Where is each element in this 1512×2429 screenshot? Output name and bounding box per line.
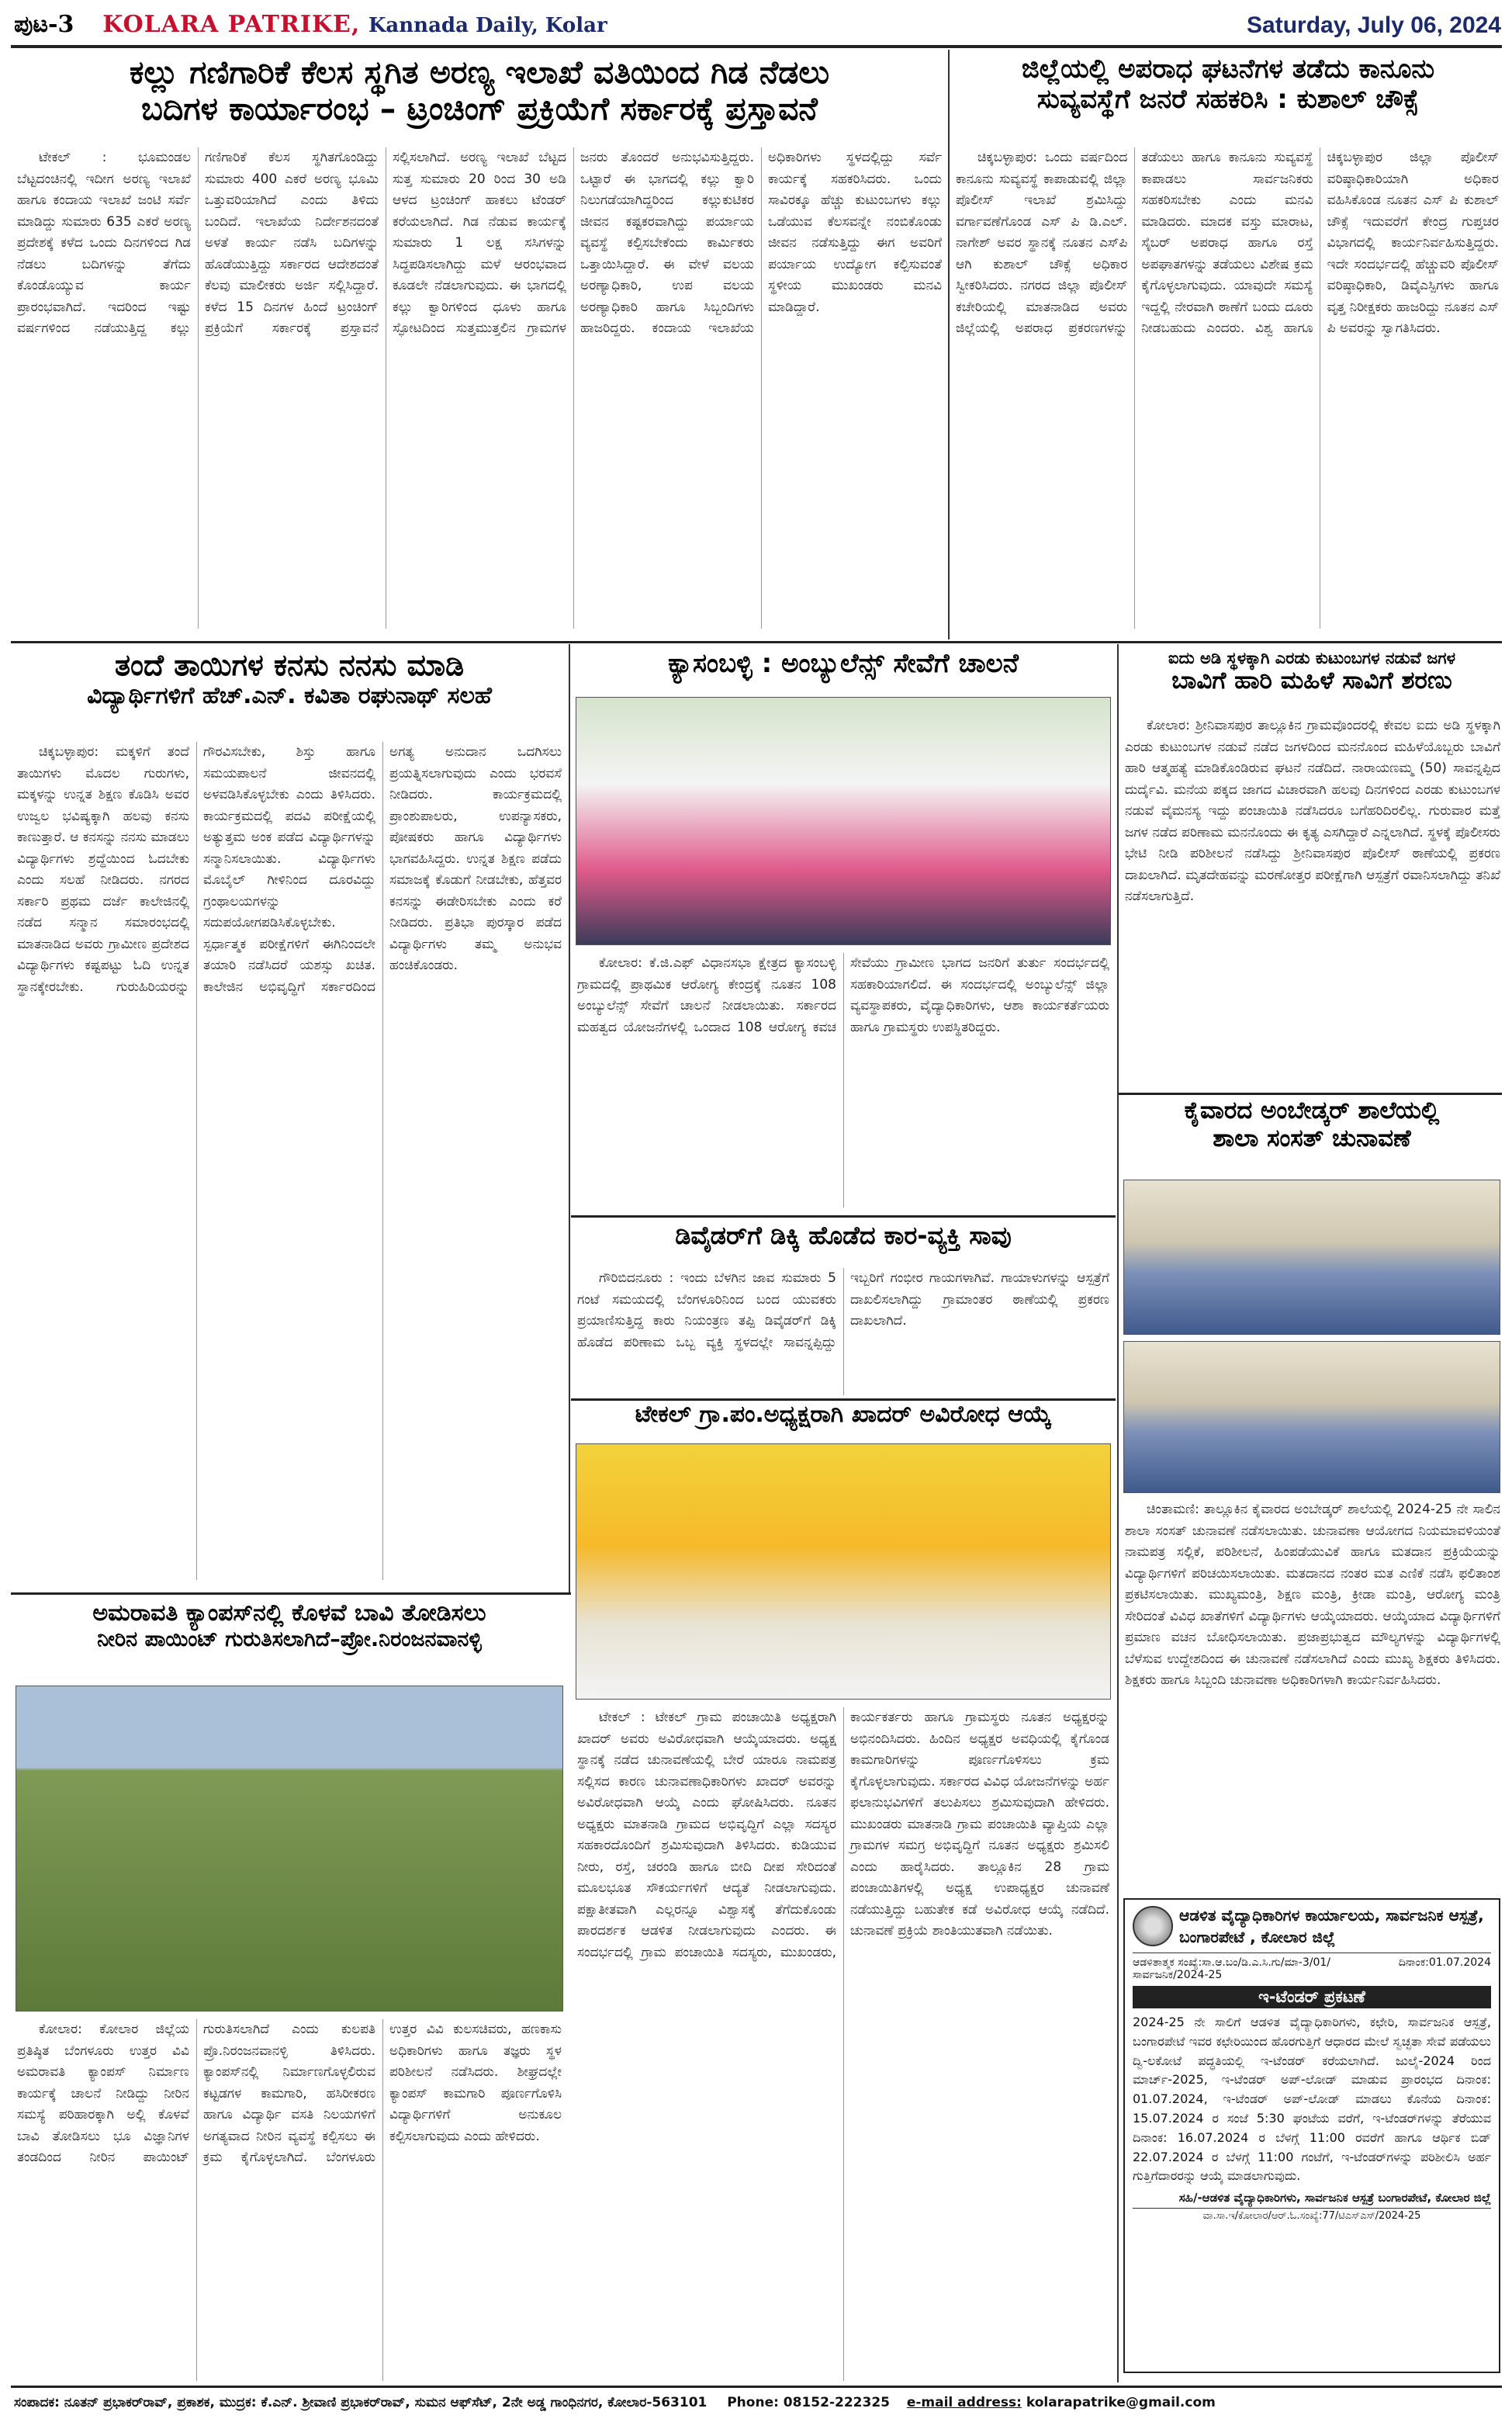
imprint-email-link[interactable]: kolarapatrike@gmail.com bbox=[1026, 2395, 1216, 2410]
article-2-headline: ಜಿಲ್ಲೆಯಲ್ಲಿ ಅಪರಾಧ ಘಟನೆಗಳ ತಡೆದು ಕಾನೂನು ಸುವ್ಯವಸ್ಥೆಗೆ ಜನರೆ ಸಹಕರಿಸಿ : ಕುಶಾಲ್ ಚೌಕ್ಸೆ bbox=[1021, 54, 1435, 116]
tender-notice bbox=[1123, 1898, 1500, 2373]
article-9-body: ಕೋಲಾರ: ಕೋಲಾರ ಜಿಲ್ಲೆಯ ಪ್ರತಿಷ್ಠಿತ ಬೆಂಗಳೂರು ಉತ್ತರ ವಿವಿ ಅಮರಾವತಿ ಕ್ಯಾಂಪಸ್ ನಿರ್ಮಾಣ ಕಾರ್ಯಕ್ಕೆ ಚಾಲನೆ ನೀಡಿದ್ದು ನೀರಿನ ಸಮಸ್ಯೆ ಪರಿಹಾರಕ್ಕಾಗಿ ಅಲ್ಲಿ ಕೊಳವೆ ಬಾವಿ ತೋಡಿಸಲು ಭೂ ವಿಜ್ಞಾನಿಗಳ ತಂಡದಿಂದ ನೀರಿನ ಪಾಯಿಂಟ್ ಗುರುತಿಸಲಾಗಿದೆ ಎಂದು ಕುಲಪತಿ ಪ್ರೊ.ನಿರಂಜನವಾನಳ್ಳಿ ತಿಳಿಸಿದರು. ಕ್ಯಾಂಪಸ್‌ನಲ್ಲಿ ನಿರ್ಮಾಣಗೊಳ್ಳಲಿರುವ ಕಟ್ಟಡಗಳ ಕಾಮಗಾರಿ, ಹಸಿರೀಕರಣ ಹಾಗೂ ವಿದ್ಯಾರ್ಥಿ ವಸತಿ ನಿಲಯಗಳಿಗೆ ಅಗತ್ಯವಾದ ನೀರಿನ ವ್ಯವಸ್ಥೆ ಕಲ್ಪಿಸಲು ಈ ಕ್ರಮ ಕೈಗೊಳ್ಳಲಾಗಿದೆ. ಬೆಂಗಳೂರು ಉತ್ತರ ವಿವಿ ಕುಲಸಚಿವರು, ಹಣಕಾಸು ಅಧಿಕಾರಿಗಳು ಹಾಗೂ ತಜ್ಞರು ಸ್ಥಳ ಪರಿಶೀಲನೆ ನಡೆಸಿದರು. ಶೀಘ್ರದಲ್ಲೇ ಕ್ಯಾಂಪಸ್ ಕಾಮಗಾರಿ ಪೂರ್ಣಗೊಳಿಸಿ ವಿದ್ಯಾರ್ಥಿಗಳಿಗೆ ಅನುಕೂಲ ಕಲ್ಪಿಸಲಾಗುವುದು ಎಂದು ಹೇಳಿದರು. bbox=[17, 2022, 562, 2166]
imprint-phone: Phone: 08152-222325 bbox=[727, 2395, 890, 2410]
paper-subtitle: Kannada Daily, Kolar bbox=[368, 14, 607, 37]
article-2-body: ಚಿಕ್ಕಬಳ್ಳಾಪುರ: ಒಂದು ವರ್ಷದಿಂದ ಕಾನೂನು ಸುವ್ಯವಸ್ಥೆ ಕಾಪಾಡುವಲ್ಲಿ ಜಿಲ್ಲಾ ಪೊಲೀಸ್ ಇಲಾಖೆ ಶ್ರಮಿಸಿದ್ದು ವರ್ಗಾವಣೆಗೊಂಡ ಎಸ್ ಪಿ ಡಿ.ಎಲ್. ನಾಗೇಶ್ ಅವರ ಸ್ಥಾನಕ್ಕೆ ನೂತನ ಎಸ್‌ಪಿ ಆಗಿ ಕುಶಾಲ್ ಚೌಕ್ಸೆ ಅಧಿಕಾರ ಸ್ವೀಕರಿಸಿದರು. ನಗರದ ಜಿಲ್ಲಾ ಪೊಲೀಸ್ ಕಚೇರಿಯಲ್ಲಿ ಮಾತನಾಡಿದ ಅವರು ಜಿಲ್ಲೆಯಲ್ಲಿ ಅಪರಾಧ ಪ್ರಕರಣಗಳನ್ನು ತಡೆಯಲು ಹಾಗೂ ಕಾನೂನು ಸುವ್ಯವಸ್ಥೆ ಕಾಪಾಡಲು ಸಾರ್ವಜನಿಕರು ಸಹಕರಿಸಬೇಕು ಎಂದು ಮನವಿ ಮಾಡಿದರು. ಮಾದಕ ವಸ್ತು ಮಾರಾಟ, ಸೈಬರ್ ಅಪರಾಧ ಹಾಗೂ ರಸ್ತೆ ಅಪಘಾತಗಳನ್ನು ತಡೆಯಲು ವಿಶೇಷ ಕ್ರಮ ಕೈಗೊಳ್ಳಲಾಗುವುದು. ಯಾವುದೇ ಸಮಸ್ಯೆ ಇದ್ದಲ್ಲಿ ನೇರವಾಗಿ ಠಾಣೆಗೆ ಬಂದು ದೂರು ನೀಡಬಹುದು ಎಂದರು. ವಿಶ್ವ ಹಾಗೂ ಚಿಕ್ಕಬಳ್ಳಾಪುರ ಜಿಲ್ಲಾ ಪೊಲೀಸ್ ವರಿಷ್ಠಾಧಿಕಾರಿಯಾಗಿ ಅಧಿಕಾರ ವಹಿಸಿಕೊಂಡ ನೂತನ ಎಸ್ ಪಿ ಕುಶಾಲ್ ಚೌಕ್ಸೆ ಇದುವರೆಗೆ ಕೇಂದ್ರ ಗುಪ್ತಚರ ವಿಭಾಗದಲ್ಲಿ ಕಾರ್ಯನಿರ್ವಹಿಸುತ್ತಿದ್ದರು. ಇದೇ ಸಂದರ್ಭದಲ್ಲಿ ಹೆಚ್ಚುವರಿ ಪೊಲೀಸ್ ವರಿಷ್ಠಾಧಿಕಾರಿ, ಡಿವೈಎಸ್ಪಿಗಳು ಹಾಗೂ ವೃತ್ತ ನಿರೀಕ್ಷಕರು ಹಾಜರಿದ್ದು ನೂತನ ಎಸ್ ಪಿ ಅವರನ್ನು ಸ್ವಾಗತಿಸಿದರು. bbox=[956, 150, 1499, 337]
page-number: ಪುಟ-3 bbox=[14, 11, 74, 38]
column-divider bbox=[948, 50, 950, 639]
column-divider bbox=[569, 644, 570, 1592]
tender-office: ಆಡಳಿತ ವೈದ್ಯಾಧಿಕಾರಿಗಳ ಕಾರ್ಯಾಲಯ, ಸಾರ್ವಜನಿಕ ಆಸ್ಪತ್ರೆ, ಬಂಗಾರಪೇಟೆ , ಕೋಲಾರ ಜಿಲ್ಲೆ bbox=[1179, 1906, 1484, 1946]
paper-name: KOLARA PATRIKE, bbox=[102, 11, 361, 38]
section-rule bbox=[1119, 1093, 1502, 1095]
emblem-icon bbox=[1133, 1906, 1173, 1946]
ambulance-photo bbox=[576, 697, 1111, 945]
masthead-rule bbox=[11, 45, 1502, 48]
section-rule bbox=[11, 1592, 571, 1595]
article-1-headline: ಕಲ್ಲು ಗಣಿಗಾರಿಕೆ ಕೆಲಸ ಸ್ಥಗಿತ ಅರಣ್ಯ ಇಲಾಖೆ ವತಿಯಿಂದ ಗಿಡ ನೆಡಲು ಬದಿಗಳ ಕಾರ್ಯಾರಂಭ – ಟ್ರಂಚಿಂಗ್ ಪ್ರಕ್ರಿಯೆಗೆ ಸರ್ಕಾರಕ್ಕೆ ಪ್ರಸ್ತಾವನೆ bbox=[130, 54, 829, 128]
tender-date: ದಿನಾಂಕ:01.07.2024 bbox=[1398, 1956, 1491, 1969]
article-3-headline: ತಂದೆ ತಾಯಿಗಳ ಕನಸು ನನಸು ಮಾಡಿ ವಿದ್ಯಾರ್ಥಿಗಳಿಗೆ ಹೆಚ್.ಎನ್. ಕವಿತಾ ರಘುನಾಥ್ ಸಲಹೆ bbox=[87, 649, 492, 709]
article-8-body: ಚಿಂತಾಮಣಿ: ತಾಲ್ಲೂಕಿನ ಕೈವಾರದ ಅಂಬೇಡ್ಕರ್ ಶಾಲೆಯಲ್ಲಿ 2024-25 ನೇ ಸಾಲಿನ ಶಾಲಾ ಸಂಸತ್ ಚುನಾವಣೆ ನಡೆಸಲಾಯಿತು. ಚುನಾವಣಾ ಆಯೋಗದ ನಿಯಮಾವಳಿಯಂತೆ ನಾಮಪತ್ರ ಸಲ್ಲಿಕೆ, ಪರಿಶೀಲನೆ, ಹಿಂಪಡೆಯುವಿಕೆ ಹಾಗೂ ಮತದಾನ ಪ್ರಕ್ರಿಯೆಯನ್ನು ವಿದ್ಯಾರ್ಥಿಗಳಿಗೆ ಪರಿಚಯಿಸಲಾಯಿತು. ಮತದಾನದ ನಂತರ ಮತ ಎಣಿಕೆ ನಡೆಸಿ ಫಲಿತಾಂಶ ಪ್ರಕಟಿಸಲಾಯಿತು. ಮುಖ್ಯಮಂತ್ರಿ, ಶಿಕ್ಷಣ ಮಂತ್ರಿ, ಕ್ರೀಡಾ ಮಂತ್ರಿ, ಆರೋಗ್ಯ ಮಂತ್ರಿ ಸೇರಿದಂತೆ ವಿವಿಧ ಖಾತೆಗಳಿಗೆ ವಿದ್ಯಾರ್ಥಿಗಳು ಆಯ್ಕೆಯಾದರು. ಆಯ್ಕೆಯಾದ ವಿದ್ಯಾರ್ಥಿಗಳಿಗೆ ಪ್ರಮಾಣ ವಚನ ಬೋಧಿಸಲಾಯಿತು. ಪ್ರಜಾಪ್ರಭುತ್ವದ ಮೌಲ್ಯಗಳನ್ನು ವಿದ್ಯಾರ್ಥಿಗಳಲ್ಲಿ ಬೆಳೆಸುವ ಉದ್ದೇಶದಿಂದ ಈ ಚುನಾವಣೆ ನಡೆಸಲಾಗಿದೆ ಎಂದು ಮುಖ್ಯ ಶಿಕ್ಷಕರು ತಿಳಿಸಿದರು. ಶಿಕ್ಷಕರು ಹಾಗೂ ಸಿಬ್ಬಂದಿ ಚುನಾವಣಾ ಅಧಿಕಾರಿಗಳಾಗಿ ಕಾರ್ಯನಿರ್ವಹಿಸಿದರು. bbox=[1125, 1502, 1500, 1689]
school-election-photo-1 bbox=[1123, 1180, 1500, 1335]
section-rule bbox=[571, 1215, 1116, 1218]
tender-body: 2024-25 ನೇ ಸಾಲಿಗೆ ಆಡಳಿತ ವೈದ್ಯಾಧಿಕಾರಿಗಳು, ಕಛೇರಿ, ಸಾರ್ವಜನಿಕ ಆಸ್ಪತ್ರೆ, ಬಂಗಾರಪೇಟೆ ಇವರ ಕಛೇರಿಯಿಂದ ಹೊರಗುತ್ತಿಗೆ ಆಧಾರದ ಮೇಲೆ ಸ್ವಚ್ಛತಾ ಸೇವೆ ಪಡೆಯಲು ದ್ವಿ-ಲಕೋಟೆ ಪದ್ಧತಿಯಲ್ಲಿ ಇ-ಟೆಂಡರ್ ಕರೆಯಲಾಗಿದೆ. ಜುಲೈ-2024 ರಿಂದ ಮಾರ್ಚ್-2025, ಇ-ಟೆಂಡರ್ ಅಪ್-ಲೋಡ್ ಮಾಡುವ ಪ್ರಾರಂಭದ ದಿನಾಂಕ: 01.07.2024, ಇ-ಟೆಂಡರ್ ಅಪ್-ಲೋಡ್ ಮಾಡಲು ಕೊನೆಯ ದಿನಾಂಕ: 15.07.2024 ರ ಸಂಜೆ 5:30 ಘಂಟೆಯ ವರೆಗೆ, ಇ-ಟೆಂಡರ್‌ಗಳನ್ನು ತೆರೆಯುವ ದಿನಾಂಕ: 16.07.2024 ರ ಬೆಳಗ್ಗೆ 11:00 ರವರೆಗೆ ಹಾಗೂ ಆರ್ಥಿಕ ಬಿಡ್ 22.07.2024 ರ ಬೆಳಗ್ಗೆ 11:00 ಗಂಟೆಗೆ, ಇ-ಟೆಂಡರ್‌ಗಳನ್ನು ಪರಿಶೀಲಿಸಿ ಅರ್ಹ ಗುತ್ತಿಗೆದಾರರನ್ನು ಆಯ್ಕೆ ಮಾಡಲಾಗುವುದು. bbox=[1133, 2015, 1491, 2184]
footer-rule bbox=[11, 2386, 1502, 2388]
article-6-headline: ಟೇಕಲ್ ಗ್ರಾ.ಪಂ.ಅಧ್ಯಕ್ಷರಾಗಿ ಖಾದರ್ ಅವಿರೋಧ ಆಯ್ಕೆ bbox=[635, 1402, 1052, 1428]
article-9-headline: ಅಮರಾವತಿ ಕ್ಯಾಂಪಸ್‌ನಲ್ಲಿ ಕೊಳವೆ ಬಾವಿ ತೋಡಿಸಲು ನೀರಿನ ಪಾಯಿಂಟ್ ಗುರುತಿಸಲಾಗಿದೆ–ಪ್ರೋ.ನಿರಂಜನವಾನಳ್ಳಿ bbox=[92, 1600, 486, 1651]
felicitation-photo bbox=[576, 1443, 1111, 1700]
article-3-body: ಚಿಕ್ಕಬಳ್ಳಾಪುರ: ಮಕ್ಕಳಿಗೆ ತಂದೆ ತಾಯಿಗಳು ಮೊದಲ ಗುರುಗಳು, ಮಕ್ಕಳನ್ನು ಉನ್ನತ ಶಿಕ್ಷಣ ಕೊಡಿಸಿ ಅವರ ಉಜ್ವಲ ಭವಿಷ್ಯಕ್ಕಾಗಿ ಹಲವು ಕನಸು ಕಾಣುತ್ತಾರೆ. ಆ ಕನಸನ್ನು ನನಸು ಮಾಡಲು ವಿದ್ಯಾರ್ಥಿಗಳು ಶ್ರದ್ಧೆಯಿಂದ ಓದಬೇಕು ಎಂದು ಸಲಹೆ ನೀಡಿದರು. ನಗರದ ಸರ್ಕಾರಿ ಪ್ರಥಮ ದರ್ಜೆ ಕಾಲೇಜಿನಲ್ಲಿ ನಡೆದ ಸನ್ಮಾನ ಸಮಾರಂಭದಲ್ಲಿ ಮಾತನಾಡಿದ ಅವರು ಗ್ರಾಮೀಣ ಪ್ರದೇಶದ ವಿದ್ಯಾರ್ಥಿಗಳು ಕಷ್ಟಪಟ್ಟು ಓದಿ ಉನ್ನತ ಸ್ಥಾನಕ್ಕೇರಬೇಕು. ಗುರುಹಿರಿಯರನ್ನು ಗೌರವಿಸಬೇಕು, ಶಿಸ್ತು ಹಾಗೂ ಸಮಯಪಾಲನೆ ಜೀವನದಲ್ಲಿ ಅಳವಡಿಸಿಕೊಳ್ಳಬೇಕು ಎಂದು ತಿಳಿಸಿದರು. ಕಾರ್ಯಕ್ರಮದಲ್ಲಿ ಪದವಿ ಪರೀಕ್ಷೆಯಲ್ಲಿ ಅತ್ಯುತ್ತಮ ಅಂಕ ಪಡೆದ ವಿದ್ಯಾರ್ಥಿಗಳನ್ನು ಸನ್ಮಾನಿಸಲಾಯಿತು. ವಿದ್ಯಾರ್ಥಿಗಳು ಮೊಬೈಲ್ ಗೀಳಿನಿಂದ ದೂರವಿದ್ದು ಗ್ರಂಥಾಲಯಗಳನ್ನು ಸದುಪಯೋಗಪಡಿಸಿಕೊಳ್ಳಬೇಕು. ಸ್ಪರ್ಧಾತ್ಮಕ ಪರೀಕ್ಷೆಗಳಿಗೆ ಈಗಿನಿಂದಲೇ ತಯಾರಿ ನಡೆಸಿದರೆ ಯಶಸ್ಸು ಖಚಿತ. ಕಾಲೇಜಿನ ಅಭಿವೃದ್ಧಿಗೆ ಸರ್ಕಾರದಿಂದ ಅಗತ್ಯ ಅನುದಾನ ಒದಗಿಸಲು ಪ್ರಯತ್ನಿಸಲಾಗುವುದು ಎಂದು ಭರವಸೆ ನೀಡಿದರು. ಕಾರ್ಯಕ್ರಮದಲ್ಲಿ ಪ್ರಾಂಶುಪಾಲರು, ಉಪನ್ಯಾಸಕರು, ಪೋಷಕರು ಹಾಗೂ ವಿದ್ಯಾರ್ಥಿಗಳು ಭಾಗವಹಿಸಿದ್ದರು. ಉನ್ನತ ಶಿಕ್ಷಣ ಪಡೆದು ಸಮಾಜಕ್ಕೆ ಕೊಡುಗೆ ನೀಡಬೇಕು, ಹೆತ್ತವರ ಕನಸನ್ನು ಈಡೇರಿಸಬೇಕು ಎಂದು ಕರೆ ನೀಡಿದರು. ಪ್ರತಿಭಾ ಪುರಸ್ಕಾರ ಪಡೆದ ವಿದ್ಯಾರ್ಥಿಗಳು ತಮ್ಮ ಅನುಭವ ಹಂಚಿಕೊಂಡರು. bbox=[17, 744, 562, 995]
article-4-body: ಕೋಲಾರ: ಕೆ.ಜಿ.ಎಫ್ ವಿಧಾನಸಭಾ ಕ್ಷೇತ್ರದ ಕ್ಯಾಸಂಬಳ್ಳಿ ಗ್ರಾಮದಲ್ಲಿ ಪ್ರಾಥಮಿಕ ಆರೋಗ್ಯ ಕೇಂದ್ರಕ್ಕೆ ನೂತನ 108 ಅಂಬ್ಯುಲೆನ್ಸ್ ಸೇವೆಗೆ ಚಾಲನೆ ನೀಡಲಾಯಿತು. ಸರ್ಕಾರದ ಮಹತ್ವದ ಯೋಜನೆಗಳಲ್ಲಿ ಒಂದಾದ 108 ಆರೋಗ್ಯ ಕವಚ ಸೇವೆಯು ಗ್ರಾಮೀಣ ಭಾಗದ ಜನರಿಗೆ ತುರ್ತು ಸಂದರ್ಭದಲ್ಲಿ ಸಹಕಾರಿಯಾಗಲಿದೆ. ಈ ಸಂದರ್ಭದಲ್ಲಿ ಅಂಬ್ಯುಲೆನ್ಸ್ ಜಿಲ್ಲಾ ವ್ಯವಸ್ಥಾಪಕರು, ವೈದ್ಯಾಧಿಕಾರಿಗಳು, ಆಶಾ ಕಾರ್ಯಕರ್ತೆಯರು ಹಾಗೂ ಗ್ರಾಮಸ್ಥರು ಉಪಸ್ಥಿತರಿದ್ದರು. bbox=[577, 955, 1109, 1035]
article-8-headline: ಕೈವಾರದ ಅಂಬೇಡ್ಕರ್ ಶಾಲೆಯಲ್ಲಿ ಶಾಲಾ ಸಂಸತ್ ಚುನಾವಣೆ bbox=[1184, 1097, 1440, 1152]
article-5-headline: ಡಿವೈಡರ್‌ಗೆ ಡಿಕ್ಕಿ ಹೊಡೆದ ಕಾರ-ವ್ಯಕ್ತಿ ಸಾವು bbox=[675, 1221, 1012, 1250]
campus-survey-photo bbox=[16, 1686, 563, 2011]
article-7-body: ಕೋಲಾರ: ಶ್ರೀನಿವಾಸಪುರ ತಾಲ್ಲೂಕಿನ ಗ್ರಾಮವೊಂದರಲ್ಲಿ ಕೇವಲ ಐದು ಅಡಿ ಸ್ಥಳಕ್ಕಾಗಿ ಎರಡು ಕುಟುಂಬಗಳ ನಡುವೆ ನಡೆದ ಜಗಳದಿಂದ ಮನನೊಂದ ಮಹಿಳೆಯೊಬ್ಬರು ಬಾವಿಗೆ ಹಾರಿ ಆತ್ಮಹತ್ಯೆ ಮಾಡಿಕೊಂಡಿರುವ ಘಟನೆ ನಡೆದಿದೆ. ನಾರಾಯಣಮ್ಮ (50) ಸಾವನ್ನಪ್ಪಿದ ದುರ್ದೈವಿ. ಮನೆಯ ಪಕ್ಕದ ಜಾಗದ ವಿಚಾರವಾಗಿ ಹಲವು ದಿನಗಳಿಂದ ಎರಡು ಕುಟುಂಬಗಳ ನಡುವೆ ವೈಮನಸ್ಯ ಇದ್ದು ಪಂಚಾಯಿತಿ ನಡೆಸಿದರೂ ಬಗೆಹರಿದಿರಲಿಲ್ಲ. ಗುರುವಾರ ಮತ್ತೆ ಜಗಳ ನಡೆದ ಪರಿಣಾಮ ಮನನೊಂದು ಈ ಕೃತ್ಯ ಎಸಗಿದ್ದಾರೆ ಎನ್ನಲಾಗಿದೆ. ಸ್ಥಳಕ್ಕೆ ಪೊಲೀಸರು ಭೇಟಿ ನೀಡಿ ಪರಿಶೀಲನೆ ನಡೆಸಿದ್ದು ಶ್ರೀನಿವಾಸಪುರ ಪೊಲೀಸ್ ಠಾಣೆಯಲ್ಲಿ ಪ್ರಕರಣ ದಾಖಲಾಗಿದೆ. ಮೃತದೇಹವನ್ನು ಮರಣೋತ್ತರ ಪರೀಕ್ಷೆಗಾಗಿ ಆಸ್ಪತ್ರೆಗೆ ರವಾನಿಸಲಾಗಿದ್ದು ತನಿಖೆ ನಡೆಸಲಾಗುತ್ತಿದೆ. bbox=[1125, 718, 1500, 905]
article-6-body: ಟೇಕಲ್ : ಟೇಕಲ್ ಗ್ರಾಮ ಪಂಚಾಯಿತಿ ಅಧ್ಯಕ್ಷರಾಗಿ ಖಾದರ್ ಅವರು ಅವಿರೋಧವಾಗಿ ಆಯ್ಕೆಯಾದರು. ಅಧ್ಯಕ್ಷ ಸ್ಥಾನಕ್ಕೆ ನಡೆದ ಚುನಾವಣೆಯಲ್ಲಿ ಬೇರೆ ಯಾರೂ ನಾಮಪತ್ರ ಸಲ್ಲಿಸದ ಕಾರಣ ಚುನಾವಣಾಧಿಕಾರಿಗಳು ಖಾದರ್ ಅವರನ್ನು ಅವಿರೋಧವಾಗಿ ಆಯ್ಕೆ ಎಂದು ಘೋಷಿಸಿದರು. ನೂತನ ಅಧ್ಯಕ್ಷರು ಮಾತನಾಡಿ ಗ್ರಾಮದ ಅಭಿವೃದ್ಧಿಗೆ ಎಲ್ಲಾ ಸದಸ್ಯರ ಸಹಕಾರದೊಂದಿಗೆ ಶ್ರಮಿಸುವುದಾಗಿ ತಿಳಿಸಿದರು. ಕುಡಿಯುವ ನೀರು, ರಸ್ತೆ, ಚರಂಡಿ ಹಾಗೂ ಬೀದಿ ದೀಪ ಸೇರಿದಂತೆ ಮೂಲಭೂತ ಸೌಕರ್ಯಗಳಿಗೆ ಆದ್ಯತೆ ನೀಡಲಾಗುವುದು. ಪಕ್ಷಾತೀತವಾಗಿ ಎಲ್ಲರನ್ನೂ ವಿಶ್ವಾಸಕ್ಕೆ ತೆಗೆದುಕೊಂಡು ಪಾರದರ್ಶಕ ಆಡಳಿತ ನೀಡಲಾಗುವುದು ಎಂದರು. ಈ ಸಂದರ್ಭದಲ್ಲಿ ಗ್ರಾಮ ಪಂಚಾಯಿತಿ ಸದಸ್ಯರು, ಮುಖಂಡರು, ಕಾರ್ಯಕರ್ತರು ಹಾಗೂ ಗ್ರಾಮಸ್ಥರು ನೂತನ ಅಧ್ಯಕ್ಷರನ್ನು ಅಭಿನಂದಿಸಿದರು. ಹಿಂದಿನ ಅಧ್ಯಕ್ಷರ ಅವಧಿಯಲ್ಲಿ ಕೈಗೊಂಡ ಕಾಮಗಾರಿಗಳನ್ನು ಪೂರ್ಣಗೊಳಿಸಲು ಕ್ರಮ ಕೈಗೊಳ್ಳಲಾಗುವುದು. ಸರ್ಕಾರದ ವಿವಿಧ ಯೋಜನೆಗಳನ್ನು ಅರ್ಹ ಫಲಾನುಭವಿಗಳಿಗೆ ತಲುಪಿಸಲು ಶ್ರಮಿಸುವುದಾಗಿ ಹೇಳಿದರು. ಮುಖಂಡರು ಮಾತನಾಡಿ ಗ್ರಾಮ ಪಂಚಾಯಿತಿ ವ್ಯಾಪ್ತಿಯ ಎಲ್ಲಾ ಗ್ರಾಮಗಳ ಸಮಗ್ರ ಅಭಿವೃದ್ಧಿಗೆ ನೂತನ ಅಧ್ಯಕ್ಷರು ಶ್ರಮಿಸಲಿ ಎಂದು ಹಾರೈಸಿದರು. ತಾಲ್ಲೂಕಿನ 28 ಗ್ರಾಮ ಪಂಚಾಯಿತಿಗಳಲ್ಲಿ ಅಧ್ಯಕ್ಷ ಉಪಾಧ್ಯಕ್ಷರ ಚುನಾವಣೆ ನಡೆಯುತ್ತಿದ್ದು ಬಹುತೇಕ ಕಡೆ ಅವಿರೋಧ ಆಯ್ಕೆ ನಡೆದಿದೆ. ಚುನಾವಣೆ ಪ್ರಕ್ರಿಯೆ ಶಾಂತಿಯುತವಾಗಿ ನಡೆಯಿತು. bbox=[577, 1710, 1109, 1960]
school-election-photo-2 bbox=[1123, 1341, 1500, 1493]
article-4-headline: ಕ್ಯಾಸಂಬಳ್ಳಿ : ಅಂಬ್ಯುಲೆನ್ಸ್ ಸೇವೆಗೆ ಚಾಲನೆ bbox=[668, 649, 1019, 679]
section-rule bbox=[571, 1398, 1116, 1401]
article-1-body: ಟೇಕಲ್ : ಭೂಮಂಡಲ ಬೆಟ್ಟದಂಚಿನಲ್ಲಿ ಇದೀಗ ಅರಣ್ಯ ಇಲಾಖೆ ಹಾಗೂ ಕಂದಾಯ ಇಲಾಖೆ ಜಂಟಿ ಸರ್ವೆ ಮಾಡಿದ್ದು ಸುಮಾರು 635 ಎಕರೆ ಅರಣ್ಯ ಪ್ರದೇಶಕ್ಕೆ ಕಳೆದ ಒಂದು ದಿನಗಳಿಂದ ಗಿಡ ನೆಡಲು ಬದಿಗಳನ್ನು ತೆಗೆದು ಕೊಂಡೊಯ್ಯುವ ಕಾರ್ಯ ಪ್ರಾರಂಭವಾಗಿದೆ. ಇದರಿಂದ ಇಷ್ಟು ವರ್ಷಗಳಿಂದ ನಡೆಯುತ್ತಿದ್ದ ಕಲ್ಲು ಗಣಿಗಾರಿಕೆ ಕೆಲಸ ಸ್ಥಗಿತಗೊಂಡಿದ್ದು ಸುಮಾರು 400 ಎಕರೆ ಅರಣ್ಯ ಭೂಮಿ ಒತ್ತುವರಿಯಾಗಿದೆ ಎಂದು ತಿಳಿದು ಬಂದಿದೆ. ಇಲಾಖೆಯ ನಿರ್ದೇಶನದಂತೆ ಅಳತೆ ಕಾರ್ಯ ನಡೆಸಿ ಬದಿಗಳನ್ನು ಹೊಡೆಯುತ್ತಿದ್ದು ಸರ್ಕಾರದ ಆದೇಶದಂತೆ ಕೆಲವು ಮಾಲೀಕರು ಅರ್ಜಿ ಸಲ್ಲಿಸಿದ್ದಾರೆ. ಕಳೆದ 15 ದಿನಗಳ ಹಿಂದೆ ಟ್ರಂಚಿಂಗ್ ಪ್ರಕ್ರಿಯೆಗೆ ಸರ್ಕಾರಕ್ಕೆ ಪ್ರಸ್ತಾವನೆ ಸಲ್ಲಿಸಲಾಗಿದೆ. ಅರಣ್ಯ ಇಲಾಖೆ ಬೆಟ್ಟದ ಸುತ್ತ ಸುಮಾರು 20 ರಿಂದ 30 ಅಡಿ ಆಳದ ಟ್ರಂಚಿಂಗ್ ಹಾಕಲು ಟೆಂಡರ್ ಕರೆಯಲಾಗಿದೆ. ಗಿಡ ನೆಡುವ ಕಾರ್ಯಕ್ಕೆ ಸುಮಾರು 1 ಲಕ್ಷ ಸಸಿಗಳನ್ನು ಸಿದ್ಧಪಡಿಸಲಾಗಿದ್ದು ಮಳೆ ಆರಂಭವಾದ ಕೂಡಲೇ ನೆಡಲಾಗುವುದು. ಈ ಭಾಗದಲ್ಲಿ ಕಲ್ಲು ಕ್ವಾರಿಗಳಿಂದ ಧೂಳು ಹಾಗೂ ಸ್ಫೋಟದಿಂದ ಸುತ್ತಮುತ್ತಲಿನ ಗ್ರಾಮಗಳ ಜನರು ತೊಂದರೆ ಅನುಭವಿಸುತ್ತಿದ್ದರು. ಒಟ್ಟಾರೆ ಈ ಭಾಗದಲ್ಲಿ ಕಲ್ಲು ಕ್ವಾರಿ ನಿಲುಗಡೆಯಾಗಿದ್ದರಿಂದ ಕಲ್ಲುಕುಟಿಕರ ಜೀವನ ಕಷ್ಟಕರವಾಗಿದ್ದು ಪರ್ಯಾಯ ವ್ಯವಸ್ಥೆ ಕಲ್ಪಿಸಬೇಕೆಂದು ಕಾರ್ಮಿಕರು ಒತ್ತಾಯಿಸಿದ್ದಾರೆ. ಈ ವೇಳೆ ವಲಯ ಅರಣ್ಯಾಧಿಕಾರಿ, ಉಪ ವಲಯ ಅರಣ್ಯಾಧಿಕಾರಿ ಹಾಗೂ ಸಿಬ್ಬಂದಿಗಳು ಹಾಜರಿದ್ದರು. ಕಂದಾಯ ಇಲಾಖೆಯ ಅಧಿಕಾರಿಗಳು ಸ್ಥಳದಲ್ಲಿದ್ದು ಸರ್ವೆ ಕಾರ್ಯಕ್ಕೆ ಸಹಕರಿಸಿದರು. ಒಂದು ಸಾವಿರಕ್ಕೂ ಹೆಚ್ಚು ಕುಟುಂಬಗಳು ಕಲ್ಲು ಒಡೆಯುವ ಕೆಲಸವನ್ನೇ ನಂಬಿಕೊಂಡು ಜೀವನ ನಡೆಸುತ್ತಿದ್ದು ಈಗ ಅವರಿಗೆ ಪರ್ಯಾಯ ಉದ್ಯೋಗ ಕಲ್ಪಿಸುವಂತೆ ಸ್ಥಳೀಯ ಮುಖಂಡರು ಮನವಿ ಮಾಡಿದ್ದಾರೆ. bbox=[17, 150, 942, 337]
article-5-body: ಗೌರಿಬಿದನೂರು : ಇಂದು ಬೆಳಗಿನ ಜಾವ ಸುಮಾರು 5 ಗಂಟೆ ಸಮಯದಲ್ಲಿ ಬೆಂಗಳೂರಿನಿಂದ ಬಂದ ಯುವಕರು ಪ್ರಯಾಣಿಸುತ್ತಿದ್ದ ಕಾರು ನಿಯಂತ್ರಣ ತಪ್ಪಿ ಡಿವೈಡರ್‌ಗೆ ಡಿಕ್ಕಿ ಹೊಡೆದ ಪರಿಣಾಮ ಒಬ್ಬ ವ್ಯಕ್ತಿ ಸ್ಥಳದಲ್ಲೇ ಸಾವನ್ನಪ್ಪಿದ್ದು ಇಬ್ಬರಿಗೆ ಗಂಭೀರ ಗಾಯಗಳಾಗಿವೆ. ಗಾಯಾಳುಗಳನ್ನು ಆಸ್ಪತ್ರೆಗೆ ದಾಖಲಿಸಲಾಗಿದ್ದು ಗ್ರಾಮಾಂತರ ಠಾಣೆಯಲ್ಲಿ ಪ್ರಕರಣ ದಾಖಲಾಗಿದೆ. bbox=[577, 1270, 1109, 1350]
imprint-text: ಸಂಪಾದಕ: ನೂತನ್ ಪ್ರಭಾಕರ್‌ರಾವ್, ಪ್ರಕಾಶಕ, ಮುದ್ರಕ: ಕೆ.ಎನ್. ಶ್ರೀವಾಣಿ ಪ್ರಭಾಕರ್‌ರಾವ್, ಸುಮನ ಆಫ್‌ಸೆಟ್, 2ನೇ ಅಡ್ಡ ಗಾಂಧಿನಗರ, ಕೋಲಾರ-563101 bbox=[14, 2395, 708, 2410]
section-rule bbox=[11, 641, 1502, 643]
article-7-headline: ಐದು ಅಡಿ ಸ್ಥಳಕ್ಕಾಗಿ ಎರಡು ಕುಟುಂಬಗಳ ನಡುವೆ ಜಗಳ ಬಾವಿಗೆ ಹಾರಿ ಮಹಿಳೆ ಸಾವಿಗೆ ಶರಣು bbox=[1168, 649, 1456, 695]
issue-date: Saturday, July 06, 2024 bbox=[1247, 12, 1501, 38]
masthead bbox=[14, 11, 1022, 42]
imprint-line bbox=[14, 2395, 1500, 2418]
tender-signature: ಸಹಿ/-ಆಡಳಿತ ವೈದ್ಯಾಧಿಕಾರಿಗಳು, ಸಾರ್ವಜನಿಕ ಆಸ್ಪತ್ರೆ ಬಂಗಾರಪೇಟೆ, ಕೋಲಾರ ಜಿಲ್ಲೆ bbox=[1178, 2191, 1491, 2206]
column-divider bbox=[1117, 644, 1119, 2382]
tender-title: ಇ-ಟೆಂಡರ್ ಪ್ರಕಟಣೆ bbox=[1133, 1986, 1491, 2008]
tender-footer: ವಾ.ಸಾ.ಇ/ಕೋಲಾರ/ಆರ್.ಓ.ಸಂಖ್ಯೆ:77/ಟಿಎಸ್‌ಎಸ್/2024-25 bbox=[1133, 2208, 1491, 2222]
imprint-email-label: e-mail address: bbox=[906, 2395, 1022, 2410]
tender-ref: ಆಡಳಿತಾತ್ಮಕ ಸಂಖ್ಯೆ:ಸಾ.ಆ.ಬಂ/ಡಿ.ಎ.ಸಿ.ಗು/ಮಾ-3/01/ಸಾರ್ವಜನಿಕ/2024-25 bbox=[1133, 1956, 1330, 1981]
